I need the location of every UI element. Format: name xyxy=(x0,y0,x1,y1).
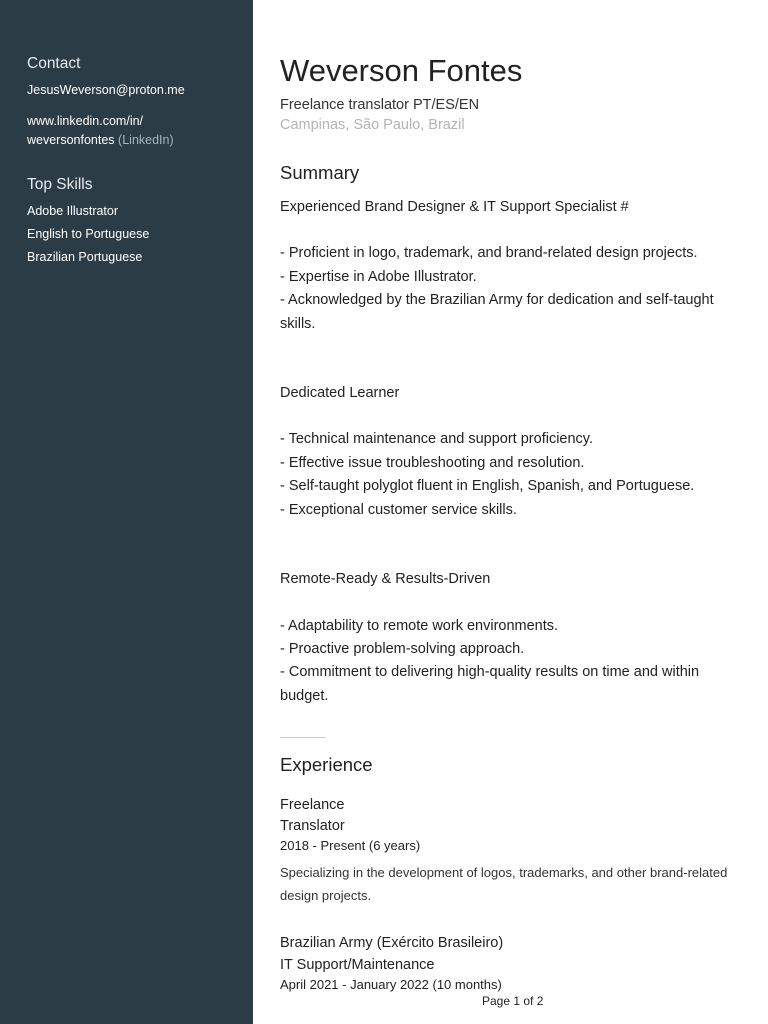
summary-line: - Effective issue troubleshooting and resolution. xyxy=(280,455,585,471)
summary-line: - Acknowledged by the Brazilian Army for dedication and self-taught xyxy=(280,292,714,308)
skill-item: Adobe Illustrator xyxy=(27,204,119,218)
job-description: Specializing in the development of logos, trademarks, and other brand-related xyxy=(280,865,728,880)
summary-line: skills. xyxy=(280,316,316,332)
summary-intro: Experienced Brand Designer & IT Support Specialist # xyxy=(280,199,629,215)
linkedin-link-line1[interactable]: www.linkedin.com/in/ xyxy=(27,114,144,128)
sidebar xyxy=(0,0,253,1024)
page-number: Page 1 of 2 xyxy=(482,994,544,1008)
skill-item: English to Portuguese xyxy=(27,227,150,241)
job-role: IT Support/Maintenance xyxy=(280,957,435,973)
linkedin-handle[interactable]: weversonfontes xyxy=(27,133,115,147)
job-company: Brazilian Army (Exército Brasileiro) xyxy=(280,935,504,951)
linkedin-suffix: (LinkedIn) xyxy=(118,133,174,147)
summary-title: Summary xyxy=(280,162,360,183)
summary-line: - Proactive problem-solving approach. xyxy=(280,641,525,657)
job-dates: 2018 - Present (6 years) xyxy=(280,838,421,853)
summary-line: - Exceptional customer service skills. xyxy=(280,502,517,518)
job-role: Translator xyxy=(280,818,345,834)
summary-line: budget. xyxy=(280,688,329,704)
summary-line: - Expertise in Adobe Illustrator. xyxy=(280,269,477,285)
summary-subheading: Remote-Ready & Results-Driven xyxy=(280,571,491,587)
experience-title: Experience xyxy=(280,754,373,775)
location: Campinas, São Paulo, Brazil xyxy=(280,117,465,133)
summary-line: - Adaptability to remote work environments. xyxy=(280,618,559,634)
linkedin-link-line2[interactable] xyxy=(27,131,174,150)
skill-item: Brazilian Portuguese xyxy=(27,250,143,264)
email-link[interactable]: JesusWeverson@proton.me xyxy=(27,83,185,97)
headline: Freelance translator PT/ES/EN xyxy=(280,97,480,113)
contact-heading: Contact xyxy=(27,55,81,72)
job-dates: April 2021 - January 2022 (10 months) xyxy=(280,977,502,992)
section-divider xyxy=(280,737,326,738)
job-description: design projects. xyxy=(280,888,372,903)
summary-line: - Proficient in logo, trademark, and brand-related design projects. xyxy=(280,245,698,261)
summary-subheading: Dedicated Learner xyxy=(280,385,400,401)
summary-line: - Commitment to delivering high-quality results on time and within xyxy=(280,664,700,680)
summary-line: - Self-taught polyglot fluent in English, Spanish, and Portuguese. xyxy=(280,478,695,494)
candidate-name: Weverson Fontes xyxy=(280,53,523,88)
job-company: Freelance xyxy=(280,797,345,813)
top-skills-heading: Top Skills xyxy=(27,176,93,193)
summary-line: - Technical maintenance and support proficiency. xyxy=(280,431,594,447)
